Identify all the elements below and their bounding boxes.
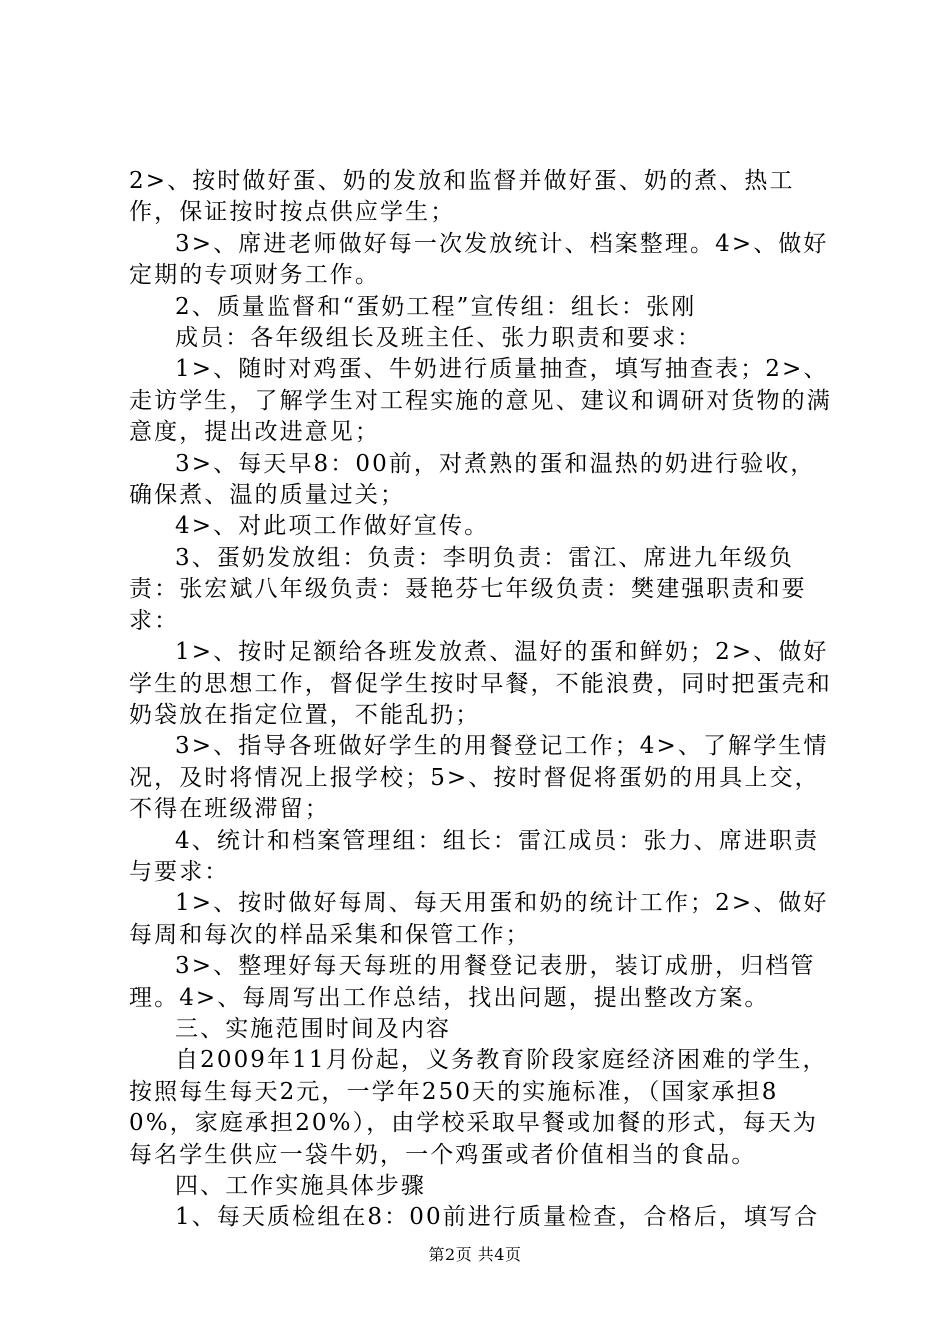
paragraph: 1、每天质检组在8：00前进行质量检查，合格后，填写合 bbox=[175, 1204, 820, 1231]
paragraph: 4>、对此项工作做好宣传。 bbox=[175, 513, 490, 540]
paragraph: 1>、按时做好每周、每天用蛋和奶的统计工作；2>、做好每周和每次的样品采集和保管工作； bbox=[129, 890, 829, 948]
paragraph: 成员：各年级组长及班主任、张力职责和要求： bbox=[175, 325, 703, 352]
paragraph: 自2009年11月份起，义务教育阶段家庭经济困难的学生，按照每生每天2元，一学年250天的实施标准，（国家承担80%，家庭承担20%），由学校采取早餐或加餐的形式，每天为每名学生供应一袋牛奶，一个鸡蛋或者价值相当的食品。 bbox=[129, 1047, 828, 1168]
paragraph: 2>、按时做好蛋、奶的发放和监督并做好蛋、奶的煮、热工作，保证按时按点供应学生； bbox=[129, 168, 795, 226]
page-footer bbox=[0, 1245, 950, 1265]
section-heading: 2、质量监督和“蛋奶工程”宣传组：组长：张刚 bbox=[175, 293, 697, 320]
paragraph: 3>、指导各班做好学生的用餐登记工作；4>、了解学生情况，及时将情况上报学校；5>、按时督促将蛋奶的用具上交，不得在班级滞留； bbox=[129, 733, 829, 823]
paragraph: 3>、整理好每天每班的用餐登记表册，装订成册，归档管理。4>、每周写出工作总结，找出问题，提出整改方案。 bbox=[129, 953, 816, 1011]
section-heading: 4、统计和档案管理组：组长：雷江成员：张力、席进职责与要求： bbox=[129, 827, 820, 885]
section-heading: 四、工作实施具体步骤 bbox=[175, 1173, 426, 1199]
paragraph: 1>、按时足额给各班发放煮、温好的蛋和鲜奶；2>、做好学生的思想工作，督促学生按时早餐，不能浪费，同时把蛋壳和奶袋放在指定位置，不能乱扔； bbox=[129, 639, 832, 728]
section-heading: 3、蛋奶发放组：负责：李明负责：雷江、席进九年级负责：张宏斌八年级负责：聂艳芬七年级负责：樊建强职责和要求： bbox=[129, 544, 807, 634]
document-body bbox=[129, 166, 835, 1234]
paragraph: 1>、随时对鸡蛋、牛奶进行质量抽查，填写抽查表；2>、走访学生，了解学生对工程实施的意见、建议和调研对货物的满意度，提出改进意见； bbox=[129, 356, 832, 446]
page-number-label: 第2页 共4页 bbox=[428, 1245, 522, 1264]
paragraph: 3>、每天早8：00前，对煮熟的蛋和温热的奶进行验收，确保煮、温的质量过关； bbox=[129, 450, 816, 509]
section-heading: 三、实施范围时间及内容 bbox=[175, 1015, 452, 1042]
paragraph: 3>、席进老师做好每一次发放统计、档案整理。4>、做好定期的专项财务工作。 bbox=[129, 230, 829, 289]
